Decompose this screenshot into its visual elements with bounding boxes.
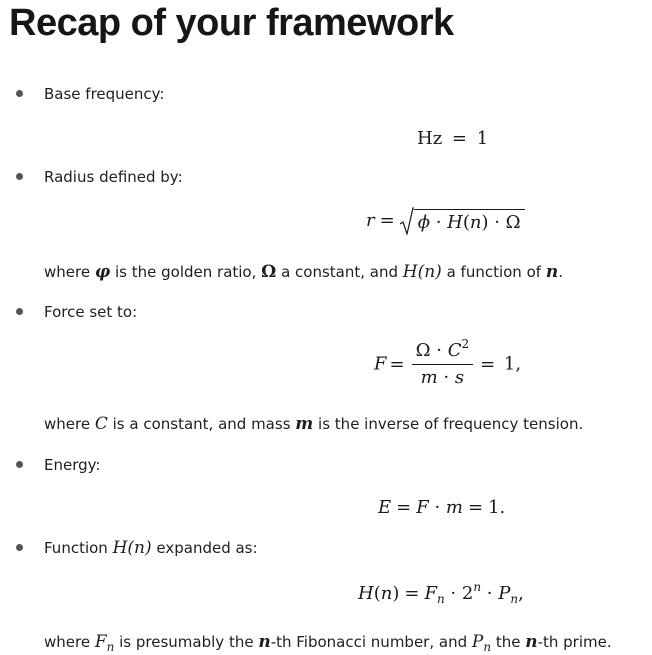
equation-radius: r = ϕ · H(n) · Ω [366,207,525,235]
bullet-dot [16,173,23,180]
bullet-dot [16,461,23,468]
equation-base-frequency: Hz = 1 [417,128,489,149]
list-item-label: Force set to: [44,303,138,321]
force-note: where C is a constant, and mass m is the inverse of frequency tension. [44,414,584,434]
list-item-label: Radius defined by: [44,168,183,186]
equation-h-function: $H(n) = F_n \cdot 2^n \cdot P_n$, [358,580,524,606]
equation-force: F = $\frac{\Omega \cdot C^2}{m \cdot s}$ = 1, [374,337,522,388]
page-title: Recap of your framework [9,2,454,44]
bullet-dot [16,544,23,551]
h-function-note: where $F_n$ is presumably the n-th Fibonacci number, and $P_n$ the n-th prime. [44,632,612,654]
equation-energy: E = F · m = 1. [378,497,506,518]
list-item-label: Function H(n) expanded as: [44,538,258,558]
radius-note: where φ is the golden ratio, Ω a constant, and H(n) a function of n. [44,262,563,282]
bullet-dot [16,90,23,97]
bullet-dot [16,308,23,315]
list-item-label: Energy: [44,456,101,474]
list-item-label: Base frequency: [44,85,165,103]
